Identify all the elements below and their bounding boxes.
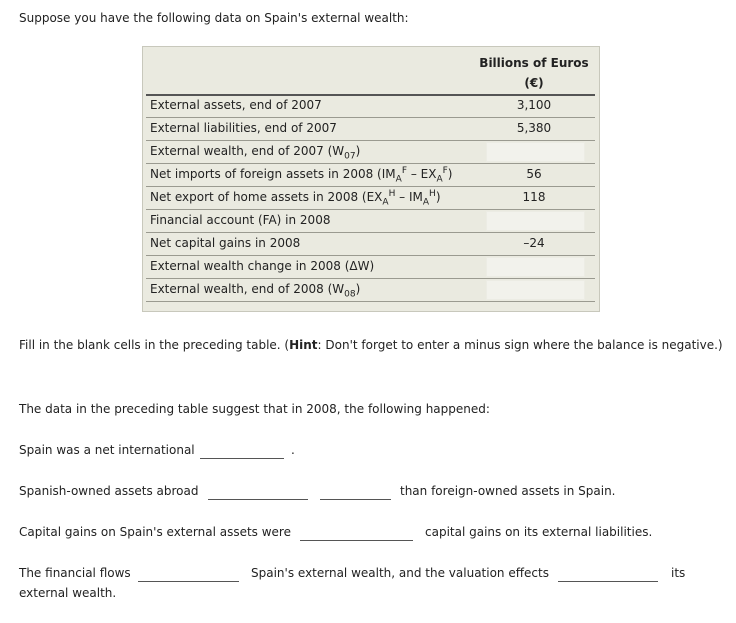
row-label-financial-account: Financial account (FA) in 2008 [150, 213, 331, 227]
row-label-external-wealth-2008: External wealth, end of 2008 $(W_{08})$ [150, 282, 361, 300]
input-external-wealth-2008[interactable] [486, 280, 585, 300]
row-label-net-export-home-assets: Net export of home assets in 2008 $(EX_A^H - IM_A^H)$ [150, 189, 441, 208]
row-divider [146, 117, 595, 118]
row-divider [146, 163, 595, 164]
suggest-text: The data in the preceding table suggest that in 2008, the following happened: [19, 402, 490, 416]
q4-dropdown-2[interactable] [558, 581, 658, 582]
table-header-currency: (€) [524, 76, 544, 90]
input-external-wealth-2007[interactable] [486, 142, 585, 162]
table-header-units: Billions of Euros [479, 56, 589, 70]
q3-text-end: capital gains on its external liabilities. [425, 525, 653, 539]
q2-dropdown-1[interactable] [208, 499, 308, 500]
row-divider [146, 301, 595, 302]
header-divider [146, 94, 595, 96]
row-divider [146, 255, 595, 256]
instruction-text: Fill in the blank cells in the preceding table. (Hint: Don't forget to enter a minus sign where the balance is negative.) [19, 338, 723, 352]
input-external-wealth-change[interactable] [486, 257, 585, 277]
row-value-net-imports-foreign-assets: 56 [526, 167, 542, 181]
row-label-external-liabilities-2007: External liabilities, end of 2007 [150, 121, 337, 135]
row-label-external-wealth-2007: External wealth, end of 2007 $(W_{07})$ [150, 144, 361, 162]
q1-period: . [291, 443, 295, 457]
q1-dropdown[interactable] [200, 458, 284, 459]
row-label-net-imports-foreign-assets: Net imports of foreign assets in 2008 $(IM_A^F - EX_A^F)$ [150, 166, 453, 185]
q3-dropdown[interactable] [300, 540, 413, 541]
row-divider [146, 209, 595, 210]
row-value-external-assets-2007: 3,100 [516, 98, 552, 112]
q4-text: The financial flows [19, 566, 131, 580]
q2-dropdown-2[interactable] [320, 499, 391, 500]
q4-text-mid: Spain's external wealth, and the valuation effects [251, 566, 549, 580]
row-value-net-capital-gains: –24 [523, 236, 545, 250]
input-financial-account[interactable] [486, 211, 585, 231]
row-divider [146, 232, 595, 233]
row-label-external-wealth-change: External wealth change in 2008 (ΔW) [150, 259, 375, 273]
row-value-net-export-home-assets: 118 [522, 190, 546, 204]
q4-text-end: its [671, 566, 686, 580]
row-value-external-liabilities-2007: 5,380 [516, 121, 552, 135]
row-divider [146, 140, 595, 141]
q1-text: Spain was a net international [19, 443, 195, 457]
intro-text: Suppose you have the following data on Spain's external wealth: [19, 11, 409, 25]
row-label-net-capital-gains: Net capital gains in 2008 [150, 236, 301, 250]
row-divider [146, 186, 595, 187]
q4-text-line2: external wealth. [19, 586, 117, 600]
q4-dropdown-1[interactable] [138, 581, 239, 582]
q2-text: Spanish-owned assets abroad [19, 484, 199, 498]
q3-text: Capital gains on Spain's external assets were [19, 525, 291, 539]
row-label-external-assets-2007: External assets, end of 2007 [150, 98, 322, 112]
row-divider [146, 278, 595, 279]
q2-text-end: than foreign-owned assets in Spain. [400, 484, 616, 498]
